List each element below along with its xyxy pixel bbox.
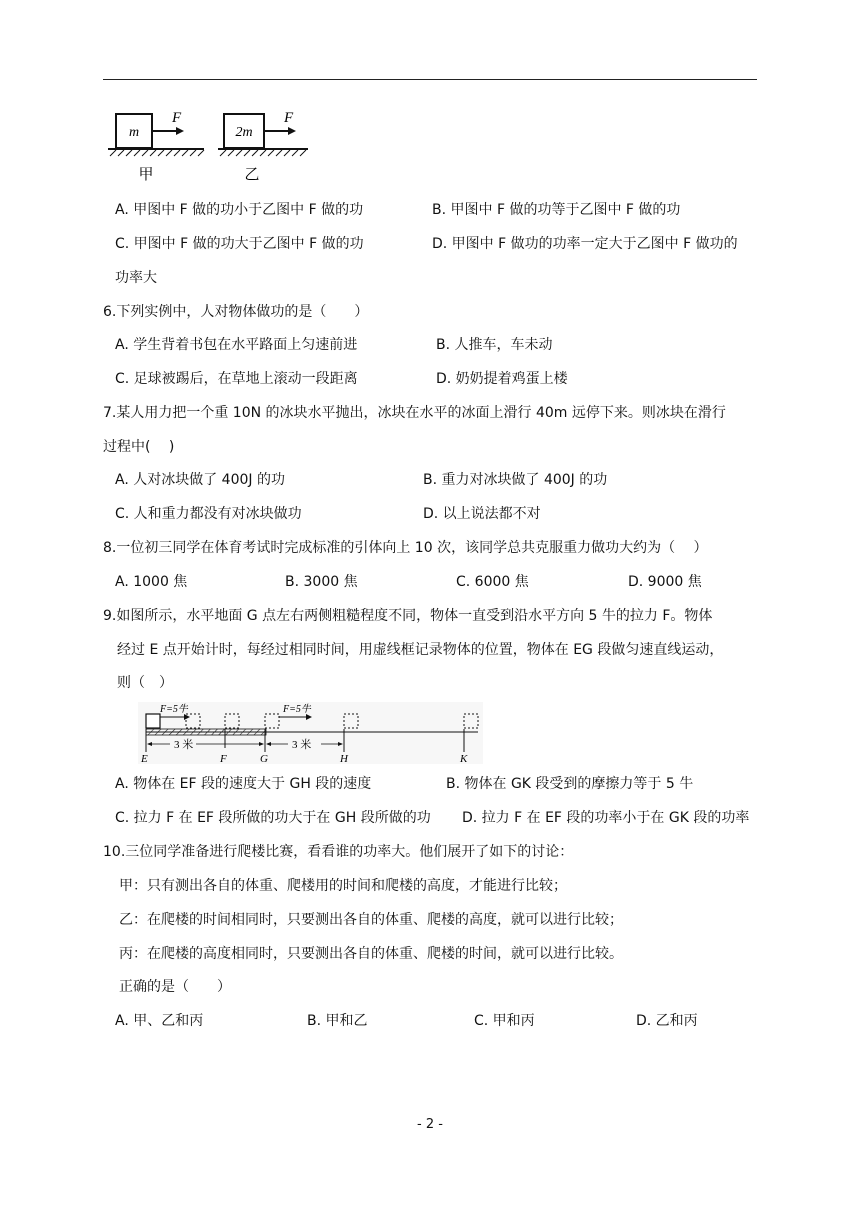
distance-ef-label: 3 米: [174, 739, 194, 751]
q9-stem-line3: 则（ ）: [117, 675, 173, 691]
point-e: E: [141, 753, 148, 764]
q6-stem: 6.下列实例中，人对物体做功的是（ ）: [103, 304, 369, 320]
label-jia: 甲: [138, 167, 154, 183]
q10-option-c: C. 甲和丙: [474, 1013, 535, 1029]
q9-option-b: B. 物体在 GK 段受到的摩擦力等于 5 牛: [446, 776, 694, 792]
distance-gh-label: 3 米: [292, 739, 312, 751]
object-box-e: [146, 714, 160, 728]
q8-option-b: B. 3000 焦: [285, 574, 358, 590]
header-rule: [103, 79, 757, 80]
q9-option-d: D. 拉力 F 在 EF 段的功率小于在 GK 段的功率: [462, 810, 750, 826]
q10-option-d: D. 乙和丙: [636, 1013, 698, 1029]
q10-option-b: B. 甲和乙: [307, 1013, 368, 1029]
q5-option-a: A. 甲图中 F 做的功小于乙图中 F 做的功: [115, 202, 364, 218]
q9-option-a: A. 物体在 EF 段的速度大于 GH 段的速度: [115, 776, 372, 792]
q9-stem-line1: 9.如图所示，水平地面 G 点左右两侧粗糙程度不同，物体一直受到沿水平方向 5 牛的拉力 F。物体: [103, 608, 713, 624]
page-number: - 2 -: [417, 1117, 443, 1132]
q7-stem-line2: 过程中( ): [103, 439, 175, 455]
block-2m-label: 2m: [235, 125, 253, 140]
q8-option-a: A. 1000 焦: [115, 574, 188, 590]
point-k: K: [460, 753, 468, 764]
q5-option-b: B. 甲图中 F 做的功等于乙图中 F 做的功: [432, 202, 681, 218]
q8-option-d: D. 9000 焦: [628, 574, 702, 590]
q5-option-c: C. 甲图中 F 做的功大于乙图中 F 做的功: [115, 236, 364, 252]
q5-option-d-cont: 功率大: [115, 270, 157, 286]
q7-option-c: C. 人和重力都没有对冰块做功: [115, 506, 302, 522]
q7-option-b: B. 重力对冰块做了 400J 的功: [423, 472, 608, 488]
q5-option-d: D. 甲图中 F 做功的功率一定大于乙图中 F 做功的: [432, 236, 738, 252]
q7-stem-line1: 7.某人用力把一个重 10N 的冰块水平抛出，冰块在水平的冰面上滑行 40m 远停下来。则冰块在滑行: [103, 405, 726, 421]
ground-hatch-1: [110, 150, 204, 156]
q10-statement-jia: 甲：只有测出各自的体重、爬楼用的时间和爬楼的高度，才能进行比较；: [119, 878, 567, 894]
force-label-2: F: [284, 110, 294, 126]
force-label-1: F: [172, 110, 182, 126]
block-m-label: m: [128, 125, 140, 140]
force-label-ef: F=5牛: [160, 704, 188, 715]
q8-option-c: C. 6000 焦: [456, 574, 529, 590]
figure-track: [138, 702, 483, 764]
figure-blocks: [100, 104, 312, 188]
q10-ask: 正确的是（ ）: [119, 979, 231, 995]
q10-stem: 10.三位同学准备进行爬楼比赛，看看谁的功率大。他们展开了如下的讨论：: [103, 844, 574, 860]
q10-statement-bing: 丙：在爬楼的高度相同时，只要测出各自的体重、爬楼的时间，就可以进行比较。: [119, 946, 623, 962]
q6-option-a: A. 学生背着书包在水平路面上匀速前进: [115, 337, 358, 353]
point-f: F: [220, 753, 227, 764]
q7-option-d: D. 以上说法都不对: [423, 506, 541, 522]
ground-hatch-2: [220, 150, 306, 156]
label-yi: 乙: [244, 167, 260, 183]
q6-option-b: B. 人推车，车未动: [436, 337, 553, 353]
q8-stem: 8.一位初三同学在体育考试时完成标准的引体向上 10 次，该同学总共克服重力做功大约为（ ）: [103, 540, 708, 556]
q10-statement-yi: 乙：在爬楼的时间相同时，只要测出各自的体重、爬楼的高度，就可以进行比较；: [119, 912, 623, 928]
q9-option-c: C. 拉力 F 在 EF 段所做的功大于在 GH 段所做的功: [115, 810, 431, 826]
force-label-gh: F=5牛: [283, 704, 311, 715]
point-h: H: [340, 753, 348, 764]
q10-option-a: A. 甲、乙和丙: [115, 1013, 204, 1029]
q7-option-a: A. 人对冰块做了 400J 的功: [115, 472, 285, 488]
q6-option-d: D. 奶奶提着鸡蛋上楼: [436, 371, 568, 387]
q9-stem-line2: 经过 E 点开始计时，每经过相同时间，用虚线框记录物体的位置，物体在 EG 段做匀速直线运动，: [117, 642, 724, 658]
q6-option-c: C. 足球被踢后，在草地上滚动一段距离: [115, 371, 358, 387]
point-g: G: [260, 753, 268, 764]
